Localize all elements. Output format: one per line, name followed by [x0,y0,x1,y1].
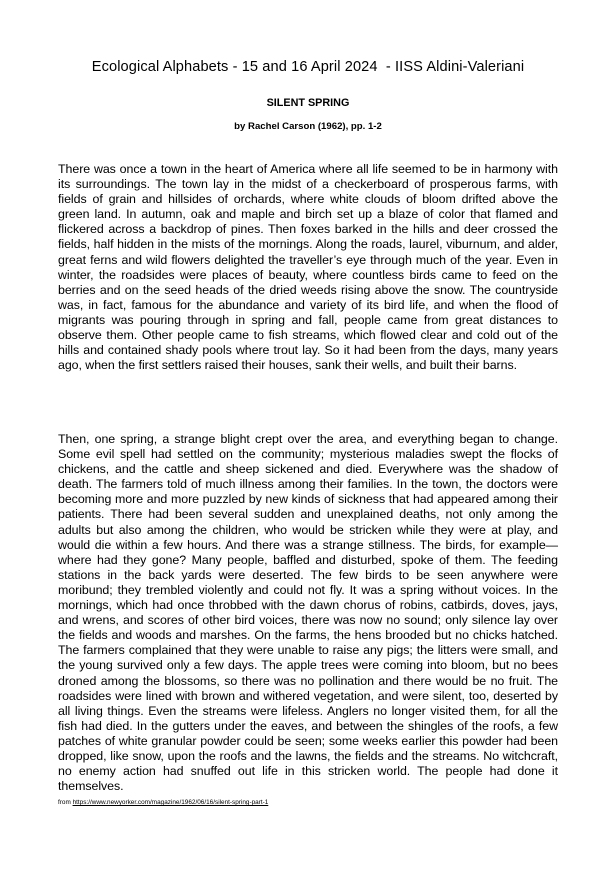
document-title: SILENT SPRING [266,97,350,109]
paragraph-1: There was once a town in the heart of America where all life seemed to be in harmony with its surroundings. The town lay in the midst of a checkerboard of prosperous farms, with fields of grain and hillsides of orchards, where white clouds of bloom drifted above the green land. In autumn, oak and maple and birch set up a blaze of color that flamed and flickered across a backdrop of pines. Then foxes barked in the hills and deer crossed the fields, half hidden in the mists of the mornings. Along the roads, laurel, viburnum, and alder, great ferns and wild flowers delighted the traveller’s eye through much of the year. Even in winter, the roadsides were places of beauty, where countless birds came to feed on the berries and on the seed heads of the dried weeds rising above the snow. The countryside was, in fact, famous for the abundance and variety of its bird life, and when the flood of migrants was pouring through in spring and fall, people came from great distances to observe them. Other people came to fish streams, which flowed clear and cold out of the hills and contained shady pools where trout lay. So it had been from the days, many years ago, when the first settlers raised their houses, sank their wells, and built their barns. [58,162,558,373]
page-header: Ecological Alphabets - 15 and 16 April 2024 - IISS Aldini-Valeriani [91,59,525,75]
source-citation [58,799,268,806]
source-prefix: from [58,799,73,806]
paragraph-2: Then, one spring, a strange blight crept over the area, and everything began to change. Some evil spell had settled on the community; mysterious maladies swept the flocks of chickens, and the cattle and sheep sickened and died. Everywhere was the shadow of death. The farmers told of much illness among their families. In the town, the doctors were becoming more and more puzzled by new kinds of sickness that had appeared among their patients. There had been several sudden and unexplained deaths, not only among the adults but also among the children, who would be stricken while they were at play, and would die within a few hours. And there was a strange stillness. The birds, for example—where had they gone? Many people, baffled and disturbed, spoke of them. The feeding stations in the back yards were deserted. The few birds to be seen anywhere were moribund; they trembled violently and could not fly. It was a spring without voices. In the mornings, which had once throbbed with the dawn chorus of robins, catbirds, doves, jays, and wrens, and scores of other bird voices, there was now no sound; only silence lay over the fields and woods and marshes. On the farms, the hens brooded but no chicks hatched. The farmers complained that they were unable to raise any pigs; the litters were small, and the young survived only a few days. The apple trees were coming into bloom, but no bees droned among the blossoms, so there was no pollination and there would be no fruit. The roadsides were lined with brown and withered vegetation, and were silent, too, deserted by all living things. Even the streams were lifeless. Anglers no longer visited them, for all the fish had died. In the gutters under the eaves, and between the shingles of the roofs, a few patches of white granular powder could be seen; some weeks earlier this powder had been dropped, like snow, upon the roofs and the lawns, the fields and the streams. No witchcraft, no enemy action had snuffed out life in this stricken world. The people had done it themselves. [58,432,558,794]
author-byline: by Rachel Carson (1962), pp. 1-2 [234,121,382,132]
source-link[interactable]: https://www.newyorker.com/magazine/1962/06/16/silent-spring-part-1 [72,799,269,806]
